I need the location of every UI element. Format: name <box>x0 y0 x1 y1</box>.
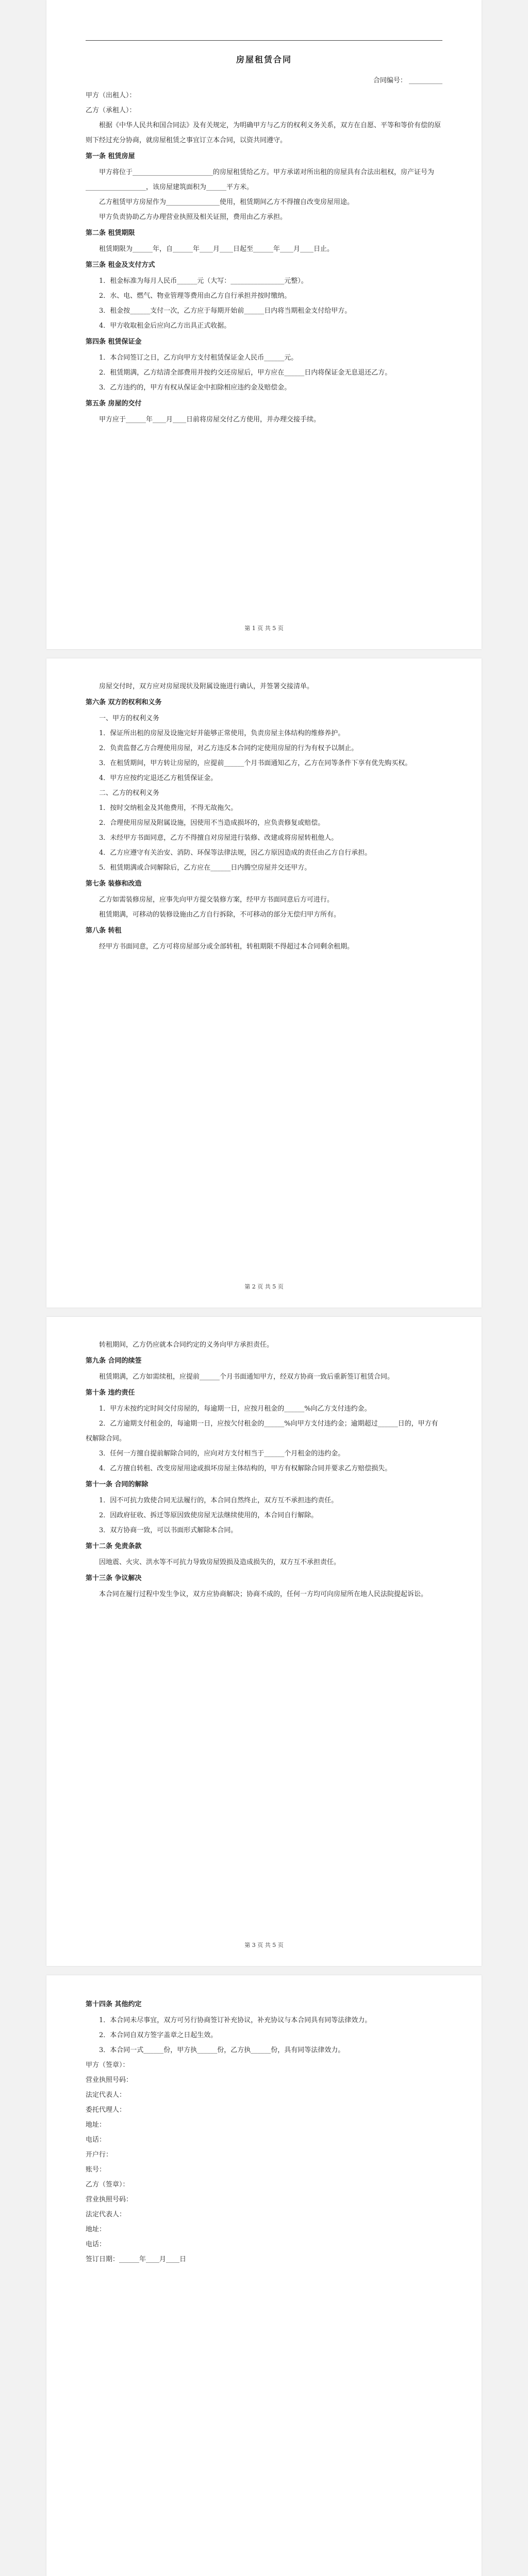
article-heading: 第三条 租金及支付方式 <box>86 261 155 269</box>
article-heading: 第十三条 争议解决 <box>86 1574 142 1582</box>
paragraph: 因地震、火灾、洪水等不可抗力导致房屋毁损及造成损失的，双方互不承担责任。 <box>99 1558 341 1566</box>
page-4-body <box>86 1997 442 2267</box>
paragraph: 地址： <box>86 2121 106 2129</box>
header-rule <box>86 40 442 41</box>
paragraph: 3．未经甲方书面同意，乙方不得擅自对房屋进行装修、改建或将房屋转租他人。 <box>99 834 338 842</box>
document-page-2 <box>46 658 482 1308</box>
paragraph: 本合同在履行过程中发生争议，双方应协商解决；协商不成的，任何一方均可向房屋所在地人民法院提起诉讼。 <box>99 1590 428 1598</box>
paragraph: 根据《中华人民共和国合同法》及有关规定，为明确甲方与乙方的权利义务关系，双方在自愿、平等和等价有偿的原则下经过充分协商，就房屋租赁之事宜订立本合同，以资共同遵守。 <box>86 122 441 144</box>
paragraph: 乙方如需装修房屋，应事先向甲方提交装修方案，经甲方书面同意后方可进行。 <box>99 896 334 904</box>
paragraph: 乙方（签章）： <box>86 2181 129 2189</box>
paragraph: 电话： <box>86 2241 106 2248</box>
paragraph: 法定代表人： <box>86 2211 126 2218</box>
paragraph: 甲方（出租人）： <box>86 92 136 99</box>
paragraph: 甲方（签章）： <box>86 2061 129 2069</box>
article-heading: 第六条 双方的权利和义务 <box>86 699 162 706</box>
paragraph: 2．水、电、燃气、物业管理等费用由乙方自行承担并按时缴纳。 <box>99 292 291 300</box>
paragraph: 3．在租赁期间，甲方转让房屋的，应提前______个月书面通知乙方，乙方在同等条件下享有优先购买权。 <box>99 759 412 767</box>
paragraph: 租赁期限为______年，自______年____月____日起至______年____月____日止。 <box>99 245 334 253</box>
article-heading: 第九条 合同的续签 <box>86 1357 142 1365</box>
paragraph: 乙方（承租人）： <box>86 107 136 114</box>
article-heading: 第五条 房屋的交付 <box>86 400 142 408</box>
paragraph: 甲方负责协助乙方办理营业执照及相关证照，费用由乙方承担。 <box>99 213 287 221</box>
paragraph: 4．甲方收取租金后应向乙方出具正式收据。 <box>99 322 231 330</box>
paragraph: 1．本合同签订之日，乙方向甲方支付租赁保证金人民币______元。 <box>99 354 298 362</box>
paragraph: 2．租赁期满，乙方结清全部费用并按约交还房屋后，甲方应在______日内将保证金无息退还乙方。 <box>99 369 392 377</box>
paragraph: 租赁期满，可移动的装修设施由乙方自行拆除，不可移动的部分无偿归甲方所有。 <box>99 911 341 919</box>
paragraph: 3．双方协商一致，可以书面形式解除本合同。 <box>99 1527 238 1534</box>
document-page-1 <box>46 0 482 649</box>
paragraph: 二、乙方的权利义务 <box>99 789 160 797</box>
article-heading: 第八条 转租 <box>86 927 122 935</box>
document-title: 房屋租赁合同 <box>236 55 292 64</box>
paragraph: 一、甲方的权利义务 <box>99 715 160 722</box>
paragraph: 账号： <box>86 2166 106 2174</box>
paragraph: 1．保证所出租的房屋及设施完好并能够正常使用，负责房屋主体结构的维修养护。 <box>99 730 345 737</box>
paragraph: 3．乙方违约的，甲方有权从保证金中扣除相应违约金及赔偿金。 <box>99 384 291 392</box>
paragraph: 2．因政府征收、拆迁等原因致使房屋无法继续使用的，本合同自行解除。 <box>99 1512 318 1519</box>
page-1-body <box>86 88 442 427</box>
contract-number-label: 合同编号： <box>373 77 407 84</box>
page-number: 第 3 页 共 5 页 <box>244 1942 284 1948</box>
paragraph: 法定代表人： <box>86 2091 126 2099</box>
paragraph: 营业执照号码： <box>86 2196 133 2204</box>
document-page-4 <box>46 1975 482 2576</box>
page-number: 第 1 页 共 5 页 <box>244 625 284 632</box>
paragraph: 地址： <box>86 2226 106 2233</box>
paragraph: 2．本合同自双方签字盖章之日起生效。 <box>99 2031 218 2039</box>
paragraph: 电话： <box>86 2136 106 2144</box>
paragraph: 甲方将位于________________________的房屋租赁给乙方。甲方承诺对所出租的房屋具有合法出租权，房产证号为__________________，该房屋建筑面积为______平方米。 <box>86 168 435 191</box>
paragraph: 开户行： <box>86 2151 113 2159</box>
article-heading: 第二条 租赁期限 <box>86 229 135 237</box>
paragraph: 2．乙方逾期支付租金的，每逾期一日，应按欠付租金的______%向甲方支付违约金；逾期超过______日的，甲方有权解除合同。 <box>86 1420 438 1443</box>
contract-number-value: __________ <box>409 77 442 84</box>
paragraph: 4．乙方擅自转租、改变房屋用途或损坏房屋主体结构的，甲方有权解除合同并要求乙方赔偿损失。 <box>99 1465 392 1472</box>
paragraph: 4．甲方应按约定退还乙方租赁保证金。 <box>99 774 218 782</box>
paragraph: 转租期间，乙方仍应就本合同约定的义务向甲方承担责任。 <box>99 1341 274 1349</box>
article-heading: 第十一条 合同的解除 <box>86 1481 148 1488</box>
paragraph: 1．甲方未按约定时间交付房屋的，每逾期一日，应按月租金的______%向乙方支付违约金。 <box>99 1405 371 1413</box>
paragraph: 1．本合同未尽事宜，双方可另行协商签订补充协议，补充协议与本合同具有同等法律效力。 <box>99 2016 372 2024</box>
paragraph: 3．租金按______支付一次，乙方应于每期开始前______日内将当期租金支付给甲方。 <box>99 307 352 315</box>
paragraph: 租赁期满，乙方如需续租，应提前______个月书面通知甲方，经双方协商一致后重新签订租赁合同。 <box>99 1373 394 1381</box>
paragraph: 1．租金标准为每月人民币______元（大写：________________元整）。 <box>99 277 308 285</box>
paragraph: 5．租赁期满或合同解除后，乙方应在______日内腾空房屋并交还甲方。 <box>99 864 311 872</box>
paragraph: 签订日期：______年____月____日 <box>86 2256 187 2263</box>
paragraph: 乙方租赁甲方房屋作为________________使用，租赁期间乙方不得擅自改变房屋用途。 <box>99 198 354 206</box>
article-heading: 第一条 租赁房屋 <box>86 152 135 160</box>
page-2-body <box>86 679 442 954</box>
document-page-3 <box>46 1317 482 1966</box>
paragraph: 3．本合同一式______份，甲方执______份，乙方执______份，具有同等法律效力。 <box>99 2046 345 2054</box>
article-heading: 第七条 装修和改造 <box>86 880 142 888</box>
paragraph: 2．合理使用房屋及附属设施，因使用不当造成损坏的，应负责修复或赔偿。 <box>99 819 325 827</box>
paragraph: 经甲方书面同意，乙方可将房屋部分或全部转租，转租期限不得超过本合同剩余租期。 <box>99 943 354 951</box>
paragraph: 3．任何一方擅自提前解除合同的，应向对方支付相当于______个月租金的违约金。 <box>99 1450 345 1458</box>
paragraph: 委托代理人： <box>86 2106 126 2114</box>
page-number: 第 2 页 共 5 页 <box>244 1283 284 1290</box>
paragraph: 1．因不可抗力致使合同无法履行的，本合同自然终止，双方互不承担违约责任。 <box>99 1497 338 1504</box>
paragraph: 房屋交付时，双方应对房屋现状及附属设施进行确认，并签署交接清单。 <box>99 683 314 690</box>
paragraph: 2．负责监督乙方合理使用房屋，对乙方违反本合同约定使用房屋的行为有权予以制止。 <box>99 744 358 752</box>
page-3-body <box>86 1337 442 1602</box>
paragraph: 营业执照号码： <box>86 2076 133 2084</box>
article-heading: 第十条 违约责任 <box>86 1389 135 1397</box>
article-heading: 第四条 租赁保证金 <box>86 338 142 346</box>
contract-number-line <box>86 73 442 88</box>
article-heading: 第十二条 免责条款 <box>86 1543 142 1550</box>
paragraph: 4．乙方应遵守有关治安、消防、环保等法律法规，因乙方原因造成的责任由乙方自行承担。 <box>99 849 372 857</box>
paragraph: 1．按时交纳租金及其他费用，不得无故拖欠。 <box>99 804 238 812</box>
article-heading: 第十四条 其他约定 <box>86 2001 142 2008</box>
paragraph: 甲方应于______年____月____日前将房屋交付乙方使用，并办理交接手续。 <box>99 416 321 423</box>
